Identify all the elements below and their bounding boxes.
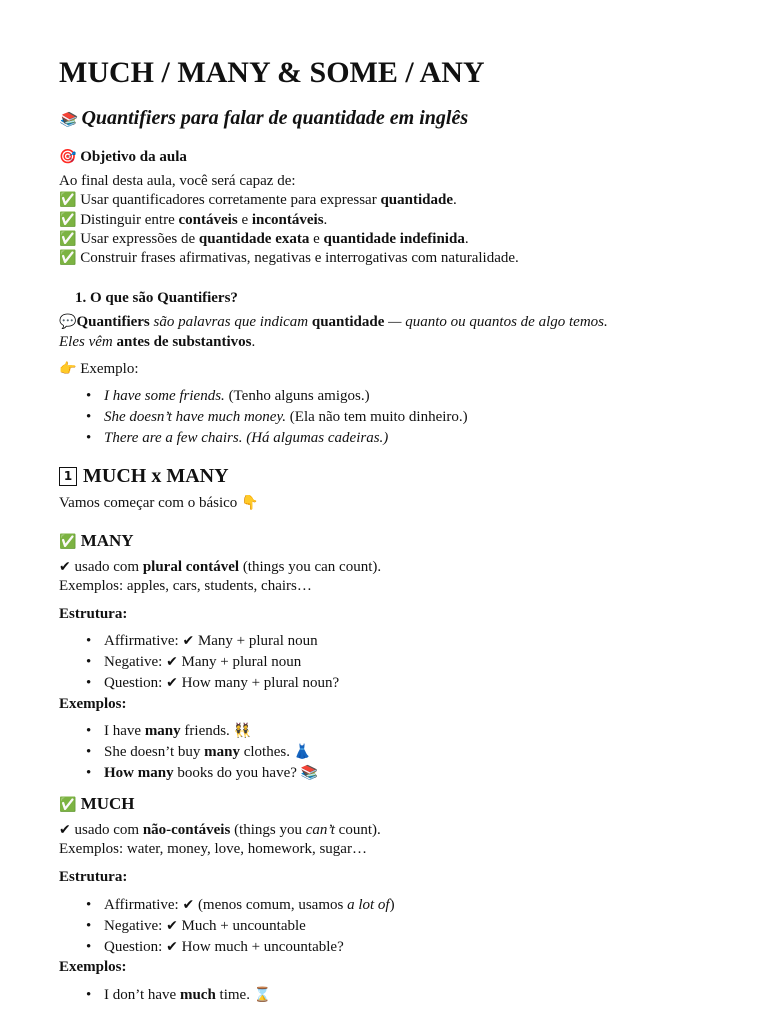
- structure-label: Estrutura:: [59, 606, 128, 622]
- section-heading: 1. O que são Quantifiers?: [75, 290, 238, 306]
- list-item: • I have many friends. 👯: [59, 722, 318, 741]
- check-mark-icon: ✅: [59, 534, 77, 550]
- list-item: • How many books do you have? 📚: [59, 764, 318, 783]
- books-icon: 📚: [59, 112, 77, 128]
- tick-icon: ✔: [182, 633, 195, 649]
- usage-line: ✔ usado com não-contáveis (things you can’t count).: [59, 822, 381, 838]
- tick-icon: ✔: [59, 559, 71, 575]
- page-title: MUCH / MANY & SOME / ANY: [59, 56, 485, 89]
- examples-label: Exemplos:: [59, 696, 127, 712]
- check-mark-icon: ✅: [59, 797, 77, 813]
- pointing-down-icon: 👇: [241, 495, 259, 511]
- list-item: • There are a few chairs. (Há algumas cadeiras.): [59, 429, 468, 448]
- tick-icon: ✔: [59, 822, 71, 838]
- list-item: • I don’t have much time. ⌛: [59, 986, 271, 1005]
- example-label: 👉 Exemplo:: [59, 361, 139, 377]
- list-item: • She doesn’t buy many clothes. 👗: [59, 743, 318, 762]
- tick-icon: ✔: [182, 897, 195, 913]
- objective-heading: 🎯 Objetivo da aula: [59, 149, 187, 165]
- hourglass-icon: ⌛: [253, 987, 272, 1003]
- objective-item: ✅ Distinguir entre contáveis e incontáveis.: [59, 212, 328, 228]
- list-item: • Affirmative: ✔ Many + plural noun: [59, 632, 339, 651]
- structure-label: Estrutura:: [59, 869, 128, 885]
- check-mark-icon: ✅: [59, 250, 77, 266]
- dancers-icon: 👯: [233, 723, 251, 739]
- check-mark-icon: ✅: [59, 231, 77, 247]
- page-subtitle: [59, 107, 468, 130]
- subsection-heading: ✅ MUCH: [59, 794, 135, 813]
- list-item: • Negative: ✔ Many + plural noun: [59, 653, 339, 672]
- section-heading: 1 MUCH x MANY: [59, 465, 229, 488]
- objective-item: ✅ Usar quantificadores corretamente para expressar quantidade.: [59, 192, 457, 208]
- speech-bubble-icon: 💬: [59, 314, 77, 330]
- objective-item: ✅ Usar expressões de quantidade exata e quantidade indefinida.: [59, 231, 469, 247]
- examples-label: Exemplos:: [59, 959, 127, 975]
- definition-line: 💬Quantifiers são palavras que indicam quantidade — quanto ou quantos de algo temos.: [59, 314, 608, 330]
- list-item: • Negative: ✔ Much + uncountable: [59, 917, 395, 936]
- pointing-hand-icon: 👉: [59, 361, 77, 377]
- examples-line: Exemplos: water, money, love, homework, sugar…: [59, 841, 367, 857]
- dress-icon: 👗: [293, 744, 312, 760]
- examples-list: [59, 722, 318, 783]
- books-icon: 📚: [300, 765, 319, 781]
- number-one-icon: 1: [59, 467, 77, 486]
- subsection-heading: ✅ MANY: [59, 531, 134, 550]
- list-item: • She doesn’t have much money. (Ela não tem muito dinheiro.): [59, 408, 468, 427]
- examples-list: [59, 986, 271, 1005]
- tick-icon: ✔: [166, 654, 178, 670]
- list-item: • Question: ✔ How much + uncountable?: [59, 938, 395, 957]
- list-item: • Question: ✔ How many + plural noun?: [59, 674, 339, 693]
- definition-line: Eles vêm antes de substantivos.: [59, 334, 256, 350]
- target-icon: 🎯: [59, 149, 77, 165]
- list-item: • I have some friends. (Tenho alguns amigos.): [59, 387, 468, 406]
- structure-list: [59, 632, 339, 693]
- tick-icon: ✔: [166, 675, 178, 691]
- example-list: [59, 387, 468, 448]
- subtitle-text: Quantifiers para falar de quantidade em inglês: [81, 107, 469, 129]
- section-intro: Vamos começar com o básico 👇: [59, 495, 259, 511]
- objective-item: ✅ Construir frases afirmativas, negativas e interrogativas com naturalidade.: [59, 250, 519, 266]
- objective-intro: Ao final desta aula, você será capaz de:: [59, 173, 296, 189]
- structure-list: [59, 896, 395, 957]
- tick-icon: ✔: [166, 939, 178, 955]
- check-mark-icon: ✅: [59, 212, 77, 228]
- check-mark-icon: ✅: [59, 192, 77, 208]
- tick-icon: ✔: [166, 918, 178, 934]
- list-item: • Affirmative: ✔ (menos comum, usamos a lot of): [59, 896, 395, 915]
- examples-line: Exemplos: apples, cars, students, chairs…: [59, 578, 312, 594]
- usage-line: ✔ usado com plural contável (things you can count).: [59, 559, 382, 575]
